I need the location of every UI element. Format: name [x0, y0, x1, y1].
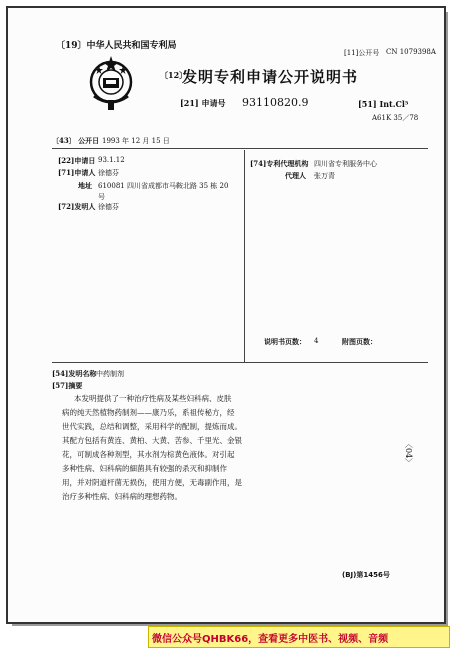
int-cl-label: [51] Int.Cl⁵	[358, 99, 409, 109]
document-type-code: 〔12〕	[160, 70, 188, 80]
drawing-pages-label: 附图页数：	[342, 337, 377, 346]
inventor: 徐德芬	[98, 203, 119, 211]
abstract-line: 世代实践，总结和调整，采用科学的配制，提炼而成。	[62, 422, 242, 431]
publication-date: 1993 年 12 月 15 日	[102, 137, 170, 145]
footer-banner-text: 微信公众号QHBK66，查看更多中医书、视频、音频	[152, 634, 389, 645]
filing-date-label: [22]申请日	[58, 156, 96, 165]
issuer-label: 〔19〕中华人民共和国专利局	[56, 41, 177, 51]
filing-date: 93.1.12	[98, 156, 125, 164]
application-number: 93110820.9	[242, 96, 309, 109]
description-pages: 4	[314, 337, 319, 345]
abstract-line: 治疗多种性病、妇科病的理想药物。	[62, 492, 182, 501]
abstract-label: [57]摘要	[52, 381, 83, 390]
abstract-text	[62, 392, 282, 504]
agent: 张万青	[314, 172, 335, 180]
side-page-mark: 〈04〉	[404, 440, 413, 467]
invention-name: 中药制剂	[96, 370, 124, 378]
bottom-code: (BJ)第1456号	[342, 571, 390, 579]
agent-label: 代理人	[285, 171, 306, 180]
applicant: 徐德芬	[98, 169, 119, 177]
column-divider	[244, 150, 245, 362]
abstract-line: 其配方包括有黄连、黄柏、大黄、苦参、千里光、金银	[62, 436, 242, 445]
national-emblem-icon	[88, 52, 134, 114]
header-divider	[52, 148, 428, 149]
address-line-1: 610081 四川省成都市马鞍北路 35 栋 20	[98, 182, 229, 190]
agency: 四川省专利服务中心	[314, 160, 377, 168]
agency-label: [74]专利代理机构	[250, 159, 309, 168]
invention-name-label: [54]发明名称	[52, 369, 97, 378]
applicant-label: [71]申请人	[58, 168, 96, 177]
abstract-line: 多种性病、妇科病的細菌具有较强的杀灭和抑制作	[62, 464, 227, 473]
publication-date-label: 〔43〕 公开日	[52, 136, 100, 145]
description-pages-label: 说明书页数：	[264, 337, 306, 346]
publication-number: CN 1079398A	[386, 48, 436, 56]
abstract-line: 本发明提供了一种治疗性病及某些妇科病、皮肤	[74, 394, 232, 403]
application-number-label: [21] 申请号	[180, 98, 226, 108]
int-cl-value: A61K 35／78	[372, 114, 419, 122]
address-line-2: 号	[98, 193, 105, 201]
abstract-line: 花，可制成各种剂型，其水剂为棕黄色液体。对引起	[62, 450, 235, 459]
abstract-line: 用，并对阴道杆菌无损伤，使用方便，无毒副作用，是	[62, 478, 242, 487]
biblio-divider	[52, 362, 428, 363]
inventor-label: [72]发明人	[58, 202, 96, 211]
document-title: 发明专利申请公开说明书	[182, 68, 359, 86]
abstract-line: 病的纯天然植物药制剂——康乃乐，系祖传秘方，经	[62, 408, 235, 417]
address-label: 地址	[78, 181, 92, 190]
publication-number-label: [11]公开号	[344, 49, 380, 57]
